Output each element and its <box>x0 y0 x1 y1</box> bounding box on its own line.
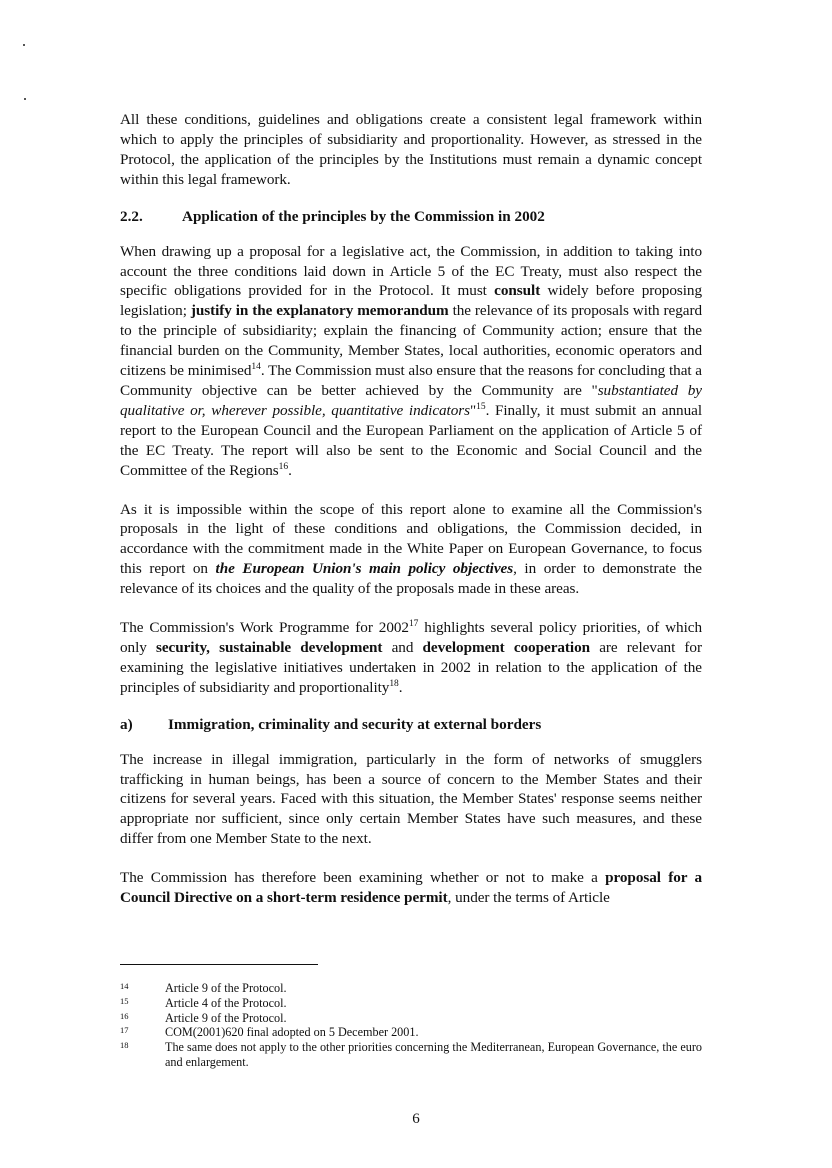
section-number: 2.2. <box>120 207 143 225</box>
footnote-text: The same does not apply to the other priorities concerning the Mediterranean, European Governance, the euro and enlargement. <box>165 1040 702 1069</box>
footnote-ref: 15 <box>476 401 486 412</box>
footnote-number: 14 <box>120 981 129 991</box>
footnote-item <box>120 1025 702 1040</box>
footnote-ref: 17 <box>408 619 419 630</box>
subsection-heading-a <box>120 715 702 735</box>
paragraph-residence-permit: The Commission has therefore been examining whether or not to make a proposal for a Council Directive on a short-term residence permit, under the terms of Article <box>120 869 702 907</box>
footnote-text: Article 4 of the Protocol. <box>165 995 287 1010</box>
footnote-divider <box>120 964 318 965</box>
section-title: Application of the principles by the Commission in 2002 <box>182 207 545 225</box>
footnote-number: 16 <box>120 1010 129 1021</box>
footnote-ref: 16 <box>278 461 289 472</box>
footnote-number: 17 <box>120 1025 129 1036</box>
page-number: 6 <box>412 1111 420 1127</box>
footnote-item <box>120 981 702 996</box>
subsection-number: a) <box>120 715 133 733</box>
footnote-ref: 18 <box>389 678 399 689</box>
scan-speck <box>24 98 26 100</box>
paragraph-illegal-immigration: The increase in illegal immigration, particularly in the form of networks of smugglers trafficking in human beings, has been a source of concern to the Member States and their citizens for several years. Faced with this situation, the Member States' response seems neither appropriate nor sufficient, since only certain Member States have such measures, and these differ from one Member State to the next. <box>120 750 702 848</box>
paragraph-legal-framework: All these conditions, guidelines and obligations create a consistent legal framework within which to apply the principles of subsidiarity and proportionality. However, as stressed in the Protocol, the application of the principles by the Institutions must remain a dynamic concept within this legal framework. <box>120 111 702 188</box>
footnote-text: Article 9 of the Protocol. <box>165 981 287 995</box>
footnotes <box>120 964 702 1070</box>
footnote-item <box>120 996 702 1011</box>
main-content <box>120 110 702 908</box>
footnote-number: 15 <box>120 995 129 1006</box>
footnote-item <box>120 1040 702 1070</box>
paragraph-work-programme: The Commission's Work Programme for 2002$^{17}$ highlights several policy priorities, of which only security, sustainable development and development cooperation are relevant for examining the legislative initiatives undertaken in 2002 in relation to the application of the principles of subsidiarity and proportionality$^{18}$. <box>120 619 702 696</box>
paragraph-report-scope: As it is impossible within the scope of this report alone to examine all the Commission's proposals in the light of these conditions and obligations, the Commission decided, in accordance with the commitment made in the White Paper on European Governance, to focus this report on the European Union's main policy objectives, in order to demonstrate the relevance of its choices and the quality of the proposals made in these areas. <box>120 500 702 598</box>
footnote-item <box>120 1011 702 1026</box>
scan-speck <box>23 44 25 46</box>
footnote-ref: 14 <box>251 362 261 373</box>
section-heading-2-2 <box>120 207 702 227</box>
footnote-number: 18 <box>120 1040 129 1051</box>
subsection-title: Immigration, criminality and security at external borders <box>168 715 542 733</box>
footnote-text: Article 9 of the Protocol. <box>165 1010 287 1025</box>
paragraph-commission-obligations: When drawing up a proposal for a legislative act, the Commission, in addition to taking into account the three conditions laid down in Article 5 of the EC Treaty, must also respect the specific obligations provided for in the Protocol. It must consult widely before proposing legislation; justify in the explanatory memorandum the relevance of its proposals with regard to the principle of subsidiarity; explain the financing of Community action; ensure that the financial burden on the Community, Member States, local authorities, economic operators and citizens be minimised$^{14}$. The Commission must also ensure that the reasons for concluding that a Community objective can be better achieved by the Community are "substantiated by qualitative or, wherever possible, quantitative indicators"$^{15}$. Finally, it must submit an annual report to the European Council and the European Parliament on the application of Article 5 of the EC Treaty. The report will also be sent to the Economic and Social Council and the Committee of the Regions$^{16}$. <box>120 242 703 479</box>
footnote-text: COM(2001)620 final adopted on 5 December 2001. <box>165 1025 419 1040</box>
